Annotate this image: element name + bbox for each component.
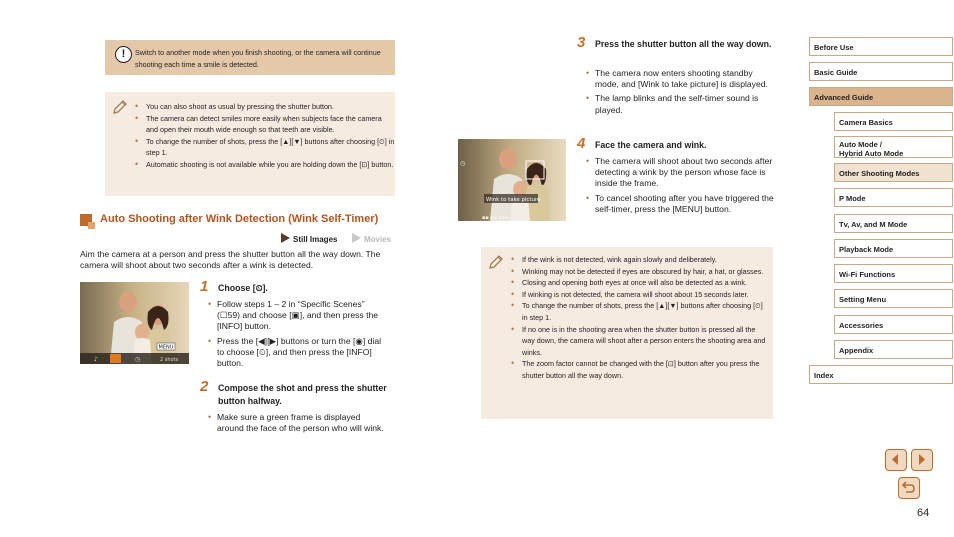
nav-auto-mode[interactable]: Auto Mode / Hybrid Auto Mode [834, 136, 953, 158]
nav-index[interactable]: Index [809, 365, 953, 384]
note-item: • If the wink is not detected, wink again slowly and deliberately. [511, 254, 769, 266]
nav-p-mode[interactable]: P Mode [834, 188, 953, 207]
note-item: • Closing and opening both eyes at once will also be detected as a wink. [511, 277, 769, 289]
still-images-tag: Still Images [281, 233, 337, 244]
nav-playback-mode[interactable]: Playback Mode [834, 239, 953, 258]
pencil-icon [111, 98, 129, 116]
step-bullet: • The camera will shoot about two seconds after detecting a wink by the person whose face is inside the frame. [586, 156, 776, 190]
note-item: • The zoom factor cannot be changed with the [⊡] button after you press the shutter button all the way down. [511, 358, 769, 381]
nav-appendix[interactable]: Appendix [834, 340, 953, 359]
camera-screen-photo [80, 282, 189, 364]
step-bullet: • Press the [◀][▶] buttons or turn the [◉] dial to choose [⏲], and then press the [INFO] button. [208, 336, 388, 370]
step-bullet: • To cancel shooting after you have triggered the self-timer, press the [MENU] button. [586, 193, 776, 215]
step-bullet: • The lamp blinks and the self-timer sound is played. [586, 93, 776, 115]
step-title: Choose [⏲]. [218, 283, 268, 293]
caution-icon: ! [115, 46, 132, 63]
section-intro: Aim the camera at a person and press the shutter button all the way down. The camera will shoot about two seconds after a wink is detected. [80, 249, 381, 271]
nav-basic-guide[interactable]: Basic Guide [809, 62, 953, 81]
nav-accessories[interactable]: Accessories [834, 315, 953, 334]
note-item: • If no one is in the shooting area when the shutter button is pressed all the way down, the camera will shoot after a person enters the shooting area and winks. [511, 324, 769, 359]
step-number: 3 [577, 34, 586, 51]
caution-box [105, 40, 395, 75]
nav-tv-av-m-mode[interactable]: Tv, Av, and M Mode [834, 214, 953, 233]
note-item: • Automatic shooting is not available while you are holding down the [⊡] button. [135, 159, 395, 171]
notes-box-wink [481, 247, 773, 419]
step-title: Press the shutter button all the way down. [595, 39, 772, 49]
note-item: • Winking may not be detected if eyes are obscured by hair, a hat, or glasses. [511, 266, 769, 278]
play-icon [352, 233, 361, 243]
step-title: Compose the shot and press the shutter button halfway. [218, 383, 387, 406]
note-item: • To change the number of shots, press the [▲][▼] buttons after choosing [⏲] in step 1. [511, 300, 769, 323]
shots-label: 2 shots [160, 357, 179, 363]
note-item: • The camera can detect smiles more easily when subjects face the camera and open their mouth wide enough so that teeth are visible. [135, 113, 395, 136]
step-bullet: • Follow steps 1 – 2 in “Specific Scenes” (☐59) and choose [▣], and then press the [INFO] button. [208, 299, 388, 333]
nav-advanced-guide[interactable]: Advanced Guide [809, 87, 953, 106]
nav-before-use[interactable]: Before Use [809, 37, 953, 56]
notes-box [105, 92, 395, 196]
menu-badge: MENU [158, 344, 174, 351]
section-title: Auto Shooting after Wink Detection (Wink Self-Timer) [100, 213, 379, 225]
return-icon [899, 478, 918, 497]
step-number: 1 [200, 278, 209, 295]
next-page-button[interactable] [911, 449, 933, 471]
svg-text:◷: ◷ [460, 160, 466, 167]
step-number: 4 [577, 135, 586, 152]
page-number: 64 [917, 507, 930, 519]
wink-caption: Wink to take picture [486, 197, 541, 203]
return-button[interactable] [898, 477, 920, 499]
note-item: • To change the number of shots, press the [▲][▼] buttons after choosing [⏲] in step 1. [135, 136, 395, 159]
nav-wifi-functions[interactable]: Wi-Fi Functions [834, 264, 953, 283]
movies-tag: Movies [352, 233, 391, 244]
step-title: Face the camera and wink. [595, 140, 707, 150]
step-bullet: • Make sure a green frame is displayed around the face of the person who will wink. [208, 412, 388, 434]
camera-screen-photo-wink [458, 139, 566, 221]
pencil-icon [487, 253, 505, 271]
svg-text:◷: ◷ [135, 356, 141, 363]
nav-camera-basics[interactable]: Camera Basics [834, 112, 953, 131]
step-bullet: • The camera now enters shooting standby mode, and [Wink to take picture] is displayed. [586, 68, 776, 90]
section-icon [80, 214, 92, 226]
svg-text:▪▪ ▪▪ ▪▪▪: ▪▪ ▪▪ ▪▪▪ [482, 215, 509, 221]
step-number: 2 [200, 378, 209, 395]
note-item: • If winking is not detected, the camera will shoot about 15 seconds later. [511, 289, 769, 301]
note-item: • You can also shoot as usual by pressing the shutter button. [135, 101, 395, 113]
caution-text: Switch to another mode when you finish shooting, or the camera will continue shooting each time a smile is detected. [135, 48, 381, 69]
svg-text:♪: ♪ [94, 356, 98, 363]
nav-setting-menu[interactable]: Setting Menu [834, 289, 953, 308]
arrow-right-icon [912, 450, 931, 469]
prev-page-button[interactable] [885, 449, 907, 471]
nav-other-shooting-modes[interactable]: Other Shooting Modes [834, 163, 953, 182]
play-icon [281, 233, 290, 243]
arrow-left-icon [886, 450, 905, 469]
